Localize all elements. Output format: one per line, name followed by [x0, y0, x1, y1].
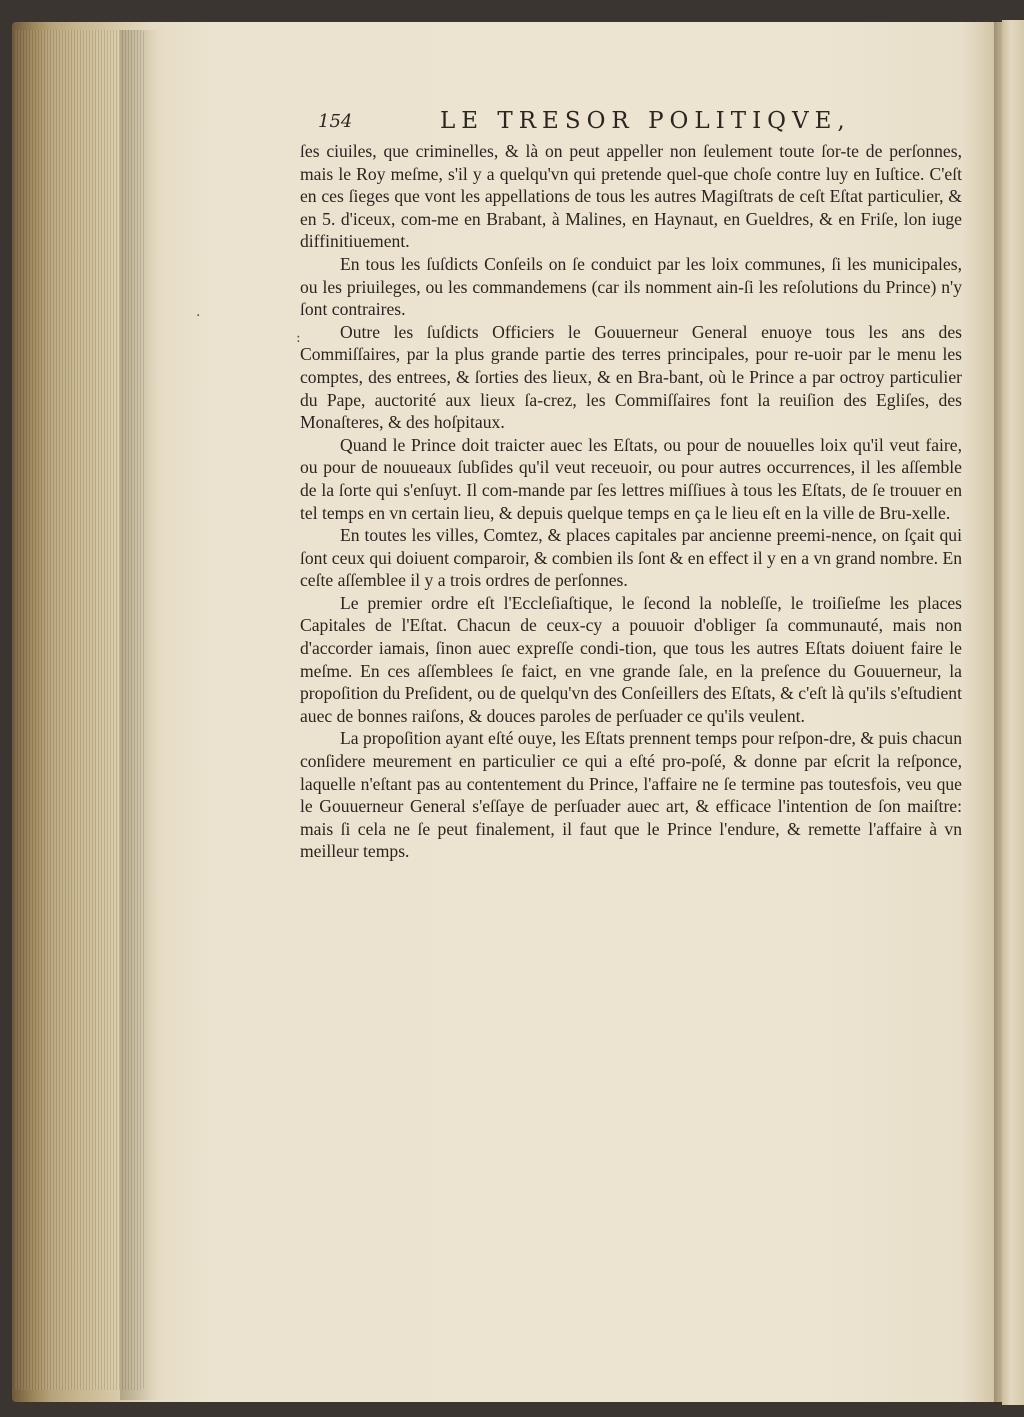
- paragraph: En toutes les villes, Comtez, & places capitales par ancienne preemi-nence, on ſçait qui ſont ceux qui doiuent comparoir, & combien ils ſont & en effect il y en a vn grand nombre. En ceſte aſſemblee il y a trois ordres de perſonnes.: [300, 525, 962, 591]
- paragraph: En tous les ſuſdicts Conſeils on ſe conduict par les loix communes, ſi les municipales, ou les priuileges, ou les commandemens (car ils nomment ain-ſi les reſolutions du Prince) n'y ſont contraires.: [300, 253, 962, 320]
- running-title: LE TRESOR POLITIQVE,: [440, 108, 851, 134]
- running-head: [300, 108, 962, 140]
- margin-speck: ·: [196, 308, 201, 324]
- paragraph: Outre les ſuſdicts Officiers le Gouuerneur General enuoye tous les ans des Commiſſaires, par la plus grande partie des terres principales, pour re-uoir par le menu les comptes, des entrees, & ſorties des lieux, & en Bra-bant, où le Prince a par octroy particulier du Pape, auctorité aux lieux ſa-crez, les Commiſſaires font la reuiſion des Egliſes, des Monaſteres, & des hoſpitaux.: [300, 321, 962, 433]
- margin-speck: :: [296, 330, 301, 346]
- spine-shadow: [120, 30, 160, 1400]
- paragraph: Quand le Prince doit traicter auec les Eſtats, ou pour de nouuelles loix qu'il veut faire, ou pour de nouueaux ſubſides qu'il veut receuoir, ou pour autres occurrences, il les aſſemble de la ſorte qui s'enſuyt. Il com-mande par ſes lettres miſſiues à tous les Eſtats, de ſe trouuer en tel temps en vn certain lieu, & depuis quelque temps en ça le lieu eſt en la ville de Bru-xelle.: [300, 434, 962, 523]
- page-number: 154: [318, 111, 353, 132]
- body-text: [300, 140, 962, 863]
- paragraph: Le premier ordre eſt l'Eccleſiaſtique, le ſecond la nobleſſe, le troiſieſme les places Capitales de l'Eſtat. Chacun de ceux-cy a pouuoir d'obliger ſa communauté, mais non d'accorder iamais, ſinon auec expreſſe condi-tion, que tous les autres Eſtats doiuent faire le meſme. En ces aſſemblees ſe faict, en vne grande ſale, en la preſence du Gouuerneur, la propoſition du Preſident, ou de quelqu'vn des Conſeillers des Eſtats, & c'eſt là qu'ils s'eſtudient auec de bonnes raiſons, & douces paroles de perſuader ce qu'ils veulent.: [300, 592, 962, 726]
- paragraph: ſes ciuiles, que criminelles, & là on peut appeller non ſeulement toute ſor-te de perſonnes, mais le Roy meſme, s'il y a quelqu'vn qui pretende quel-que choſe contre luy en Iuſtice. C'eſt en ces ſieges que vont les appellations de tous les autres Magiſtrats de ceſt Eſtat particulier, & en 5. d'iceux, com-me en Brabant, à Malines, en Haynaut, en Gueldres, & en Friſe, lon iuge diffinitiuement.: [300, 141, 962, 252]
- facing-page-edge: [1002, 20, 1024, 1405]
- text-block: [300, 108, 962, 863]
- gutter-shadow: [994, 20, 1002, 1405]
- paragraph: La propoſition ayant eſté ouye, les Eſtats prennent temps pour reſpon-dre, & puis chacun conſidere meurement en particulier ce qui a eſté pro-poſé, & donne par eſcrit la reſponce, laquelle n'eſtant pas au contentement du Prince, l'affaire ne ſe termine pas toutesfois, veu que le Gouuerneur General s'eſſaye de perſuader auec art, & efficace l'intention de ſon maiſtre: mais ſi cela ne ſe peut finalement, il faut que le Prince l'endure, & remette l'affaire à vn meilleur temps.: [300, 728, 962, 862]
